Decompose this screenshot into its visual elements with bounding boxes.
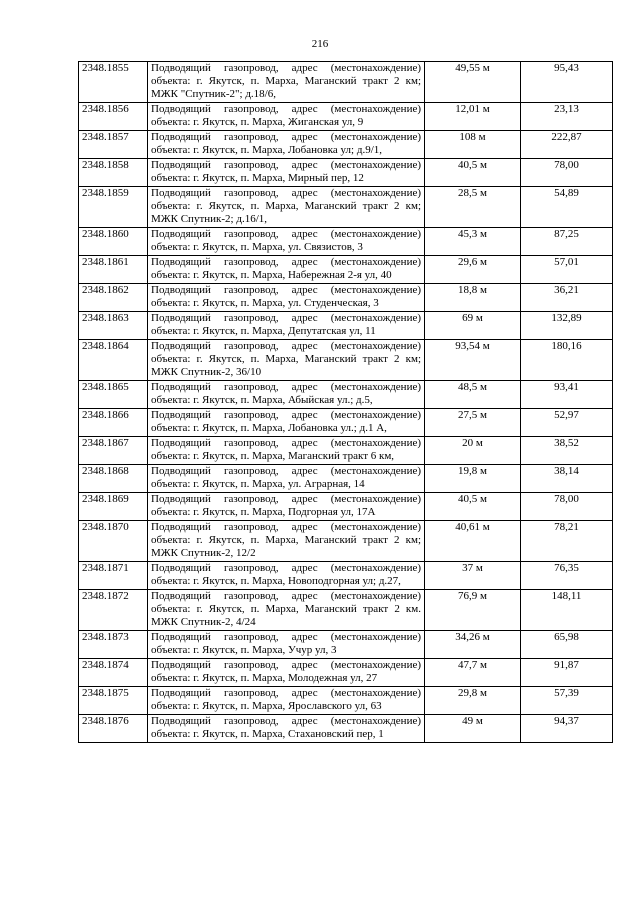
table-row [79, 590, 613, 631]
row-description-cell: Подводящий газопровод, адрес (местонахождение) объекта: г. Якутск, п. Марха, Жиганская ул, 9 [148, 103, 425, 131]
table-row [79, 381, 613, 409]
row-length-cell: 48,5 м [425, 381, 521, 409]
row-id-cell: 2348.1869 [79, 493, 148, 521]
row-id-cell: 2348.1867 [79, 437, 148, 465]
row-description-cell: Подводящий газопровод, адрес (местонахождение) объекта: г. Якутск, п. Марха, Молодежная ул, 27 [148, 659, 425, 687]
row-length-cell: 29,6 м [425, 256, 521, 284]
table-row [79, 521, 613, 562]
row-description-cell: Подводящий газопровод, адрес (местонахождение) объекта: г. Якутск, п. Марха, Маганский тракт 6 км, [148, 437, 425, 465]
table-row [79, 284, 613, 312]
table-row [79, 131, 613, 159]
row-id-cell: 2348.1855 [79, 62, 148, 103]
row-value-cell: 38,52 [521, 437, 613, 465]
row-description-cell: Подводящий газопровод, адрес (местонахождение) объекта: г. Якутск, п. Марха, Лобановка ул; д.9/1, [148, 131, 425, 159]
row-description-cell: Подводящий газопровод, адрес (местонахождение) объекта: г. Якутск, п. Марха, Маганский тракт 2 км; МЖК Спутник-2, 12/2 [148, 521, 425, 562]
row-length-cell: 49,55 м [425, 62, 521, 103]
table-row [79, 228, 613, 256]
row-value-cell: 91,87 [521, 659, 613, 687]
row-value-cell: 57,01 [521, 256, 613, 284]
table-row [79, 493, 613, 521]
row-id-cell: 2348.1874 [79, 659, 148, 687]
row-length-cell: 40,5 м [425, 159, 521, 187]
row-value-cell: 93,41 [521, 381, 613, 409]
row-length-cell: 37 м [425, 562, 521, 590]
row-id-cell: 2348.1868 [79, 465, 148, 493]
row-length-cell: 12,01 м [425, 103, 521, 131]
row-id-cell: 2348.1871 [79, 562, 148, 590]
table-row [79, 659, 613, 687]
row-id-cell: 2348.1872 [79, 590, 148, 631]
row-description-cell: Подводящий газопровод, адрес (местонахождение) объекта: г. Якутск, п. Марха, Маганский тракт 2 км; МЖК Спутник-2; д.16/1, [148, 187, 425, 228]
row-length-cell: 40,5 м [425, 493, 521, 521]
page-number: 216 [311, 38, 329, 50]
table-row [79, 465, 613, 493]
row-length-cell: 40,61 м [425, 521, 521, 562]
row-value-cell: 54,89 [521, 187, 613, 228]
row-id-cell: 2348.1858 [79, 159, 148, 187]
row-description-cell: Подводящий газопровод, адрес (местонахождение) объекта: г. Якутск, п. Марха, ул. Студенческая, 3 [148, 284, 425, 312]
row-id-cell: 2348.1861 [79, 256, 148, 284]
row-description-cell: Подводящий газопровод, адрес (местонахождение) объекта: г. Якутск, п. Марха, ул. Связистов, 3 [148, 228, 425, 256]
table-row [79, 631, 613, 659]
table-row [79, 62, 613, 103]
row-id-cell: 2348.1866 [79, 409, 148, 437]
row-id-cell: 2348.1860 [79, 228, 148, 256]
table-row [79, 187, 613, 228]
row-value-cell: 23,13 [521, 103, 613, 131]
row-description-cell: Подводящий газопровод, адрес (местонахождение) объекта: г. Якутск, п. Марха, Подгорная ул, 17А [148, 493, 425, 521]
row-length-cell: 20 м [425, 437, 521, 465]
row-description-cell: Подводящий газопровод, адрес (местонахождение) объекта: г. Якутск, п. Марха, Абыйская ул.; д.5, [148, 381, 425, 409]
row-id-cell: 2348.1870 [79, 521, 148, 562]
row-id-cell: 2348.1865 [79, 381, 148, 409]
row-id-cell: 2348.1856 [79, 103, 148, 131]
row-description-cell: Подводящий газопровод, адрес (местонахождение) объекта: г. Якутск, п. Марха, Стахановский пер, 1 [148, 715, 425, 743]
row-length-cell: 76,9 м [425, 590, 521, 631]
table-row [79, 103, 613, 131]
row-value-cell: 65,98 [521, 631, 613, 659]
row-value-cell: 78,21 [521, 521, 613, 562]
registry-table [78, 61, 613, 743]
row-length-cell: 93,54 м [425, 340, 521, 381]
table-row [79, 715, 613, 743]
row-id-cell: 2348.1875 [79, 687, 148, 715]
row-value-cell: 222,87 [521, 131, 613, 159]
row-description-cell: Подводящий газопровод, адрес (местонахождение) объекта: г. Якутск, п. Марха, Маганский тракт 2 км; МЖК "Спутник-2"; д.18/6, [148, 62, 425, 103]
row-description-cell: Подводящий газопровод, адрес (местонахождение) объекта: г. Якутск, п. Марха, Депутатская ул, 11 [148, 312, 425, 340]
row-description-cell: Подводящий газопровод, адрес (местонахождение) объекта: г. Якутск, п. Марха, Ярославского ул, 63 [148, 687, 425, 715]
row-value-cell: 38,14 [521, 465, 613, 493]
row-value-cell: 148,11 [521, 590, 613, 631]
row-value-cell: 57,39 [521, 687, 613, 715]
row-id-cell: 2348.1862 [79, 284, 148, 312]
row-value-cell: 36,21 [521, 284, 613, 312]
row-length-cell: 47,7 м [425, 659, 521, 687]
row-description-cell: Подводящий газопровод, адрес (местонахождение) объекта: г. Якутск, п. Марха, Учур ул, 3 [148, 631, 425, 659]
table-row [79, 340, 613, 381]
table-row [79, 437, 613, 465]
row-description-cell: Подводящий газопровод, адрес (местонахождение) объекта: г. Якутск, п. Марха, ул. Аграрная, 14 [148, 465, 425, 493]
row-length-cell: 108 м [425, 131, 521, 159]
row-id-cell: 2348.1859 [79, 187, 148, 228]
row-length-cell: 34,26 м [425, 631, 521, 659]
row-id-cell: 2348.1863 [79, 312, 148, 340]
row-length-cell: 27,5 м [425, 409, 521, 437]
row-value-cell: 52,97 [521, 409, 613, 437]
row-value-cell: 87,25 [521, 228, 613, 256]
row-value-cell: 76,35 [521, 562, 613, 590]
row-description-cell: Подводящий газопровод, адрес (местонахождение) объекта: г. Якутск, п. Марха, Мирный пер, 12 [148, 159, 425, 187]
row-length-cell: 28,5 м [425, 187, 521, 228]
table-row [79, 312, 613, 340]
row-id-cell: 2348.1864 [79, 340, 148, 381]
row-description-cell: Подводящий газопровод, адрес (местонахождение) объекта: г. Якутск, п. Марха, Новоподгорная ул; д.27, [148, 562, 425, 590]
table-row [79, 159, 613, 187]
row-id-cell: 2348.1857 [79, 131, 148, 159]
table-row [79, 256, 613, 284]
registry-table-body [79, 62, 613, 743]
row-value-cell: 78,00 [521, 159, 613, 187]
row-length-cell: 18,8 м [425, 284, 521, 312]
row-description-cell: Подводящий газопровод, адрес (местонахождение) объекта: г. Якутск, п. Марха, Маганский тракт 2 км; МЖК Спутник-2, 36/10 [148, 340, 425, 381]
row-description-cell: Подводящий газопровод, адрес (местонахождение) объекта: г. Якутск, п. Марха, Лобановка ул.; д.1 А, [148, 409, 425, 437]
row-value-cell: 180,16 [521, 340, 613, 381]
row-length-cell: 19,8 м [425, 465, 521, 493]
row-length-cell: 69 м [425, 312, 521, 340]
row-length-cell: 45,3 м [425, 228, 521, 256]
row-description-cell: Подводящий газопровод, адрес (местонахождение) объекта: г. Якутск, п. Марха, Маганский тракт 2 км. МЖК Спутник-2, 4/24 [148, 590, 425, 631]
row-value-cell: 78,00 [521, 493, 613, 521]
row-id-cell: 2348.1876 [79, 715, 148, 743]
row-value-cell: 95,43 [521, 62, 613, 103]
table-row [79, 687, 613, 715]
row-length-cell: 49 м [425, 715, 521, 743]
table-row [79, 562, 613, 590]
table-row [79, 409, 613, 437]
row-length-cell: 29,8 м [425, 687, 521, 715]
row-description-cell: Подводящий газопровод, адрес (местонахождение) объекта: г. Якутск, п. Марха, Набережная 2-я ул, 40 [148, 256, 425, 284]
row-id-cell: 2348.1873 [79, 631, 148, 659]
row-value-cell: 132,89 [521, 312, 613, 340]
row-value-cell: 94,37 [521, 715, 613, 743]
